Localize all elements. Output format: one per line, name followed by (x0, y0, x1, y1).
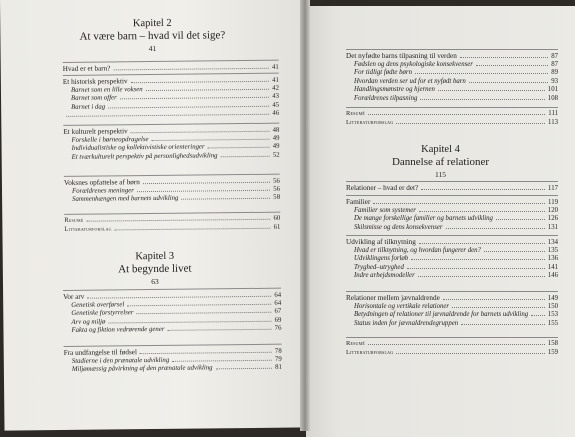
toc-leader-dots (407, 267, 545, 269)
toc-entry-label: Forskelle i børneopdragelse (71, 135, 149, 144)
toc-leader-dots (419, 210, 545, 212)
toc-entry-page: 52 (272, 151, 280, 159)
rp-top-rows (346, 52, 558, 104)
toc-entry-label: Handlingsmønstre og hjernen (354, 86, 435, 94)
toc-entry-label: Fødslen og dens psykologiske konsekvenser (354, 60, 473, 68)
chapter-2-heading (0, 16, 304, 55)
toc-leader-dots (108, 320, 271, 324)
toc-entry-label: Sammenhængen med barnets udvikling (72, 194, 179, 204)
toc-entry-page: 58 (273, 193, 281, 201)
toc-entry (346, 110, 558, 119)
section-rule (346, 235, 558, 236)
toc-entry (346, 119, 558, 128)
toc-entry (346, 349, 558, 358)
toc-entry-page: 117 (548, 185, 558, 192)
toc-entry-label: Horisontale og vertikale relationer (354, 302, 450, 310)
toc-entry (346, 184, 558, 193)
toc-entry (346, 215, 558, 224)
toc-leader-dots (368, 343, 545, 345)
chapter-3-subtitle: At begynde livet (118, 262, 192, 276)
book-gutter (300, 0, 310, 431)
toc-entry-page: 126 (547, 215, 558, 223)
toc-entry-label: For tidligt fødte børn (354, 69, 412, 77)
toc-entry-page: 42 (272, 84, 279, 92)
toc-entry-label: Et historisk perspektiv (62, 77, 128, 86)
toc-entry-page: 155 (547, 319, 558, 327)
toc-entry-label: Hvad er et barn? (62, 64, 111, 73)
toc-entry-page: 48 (272, 126, 280, 134)
toc-entry (346, 69, 558, 78)
toc-leader-dots (140, 351, 272, 354)
toc-entry-page: 101 (547, 86, 558, 94)
section-rule (346, 107, 558, 108)
toc-entry-label: Resumé (346, 110, 366, 117)
chapter-4-page: 115 (435, 169, 446, 179)
toc-entry (64, 194, 280, 205)
right-page (306, 6, 575, 437)
toc-leader-dots (113, 67, 269, 71)
toc-leader-dots (216, 367, 273, 370)
toc-leader-dots (496, 218, 545, 220)
toc-entry-label: Barnet som offer (71, 94, 117, 103)
toc-entry (346, 294, 558, 303)
toc-entry-page: 64 (274, 299, 282, 307)
toc-leader-dots (452, 306, 545, 308)
toc-entry-page: 120 (547, 206, 558, 214)
toc-entry-label: Voksnes opfattelse af børn (63, 178, 140, 187)
toc-entry-label: Hvad er tilknytning, og hvordan fungerer den? (354, 246, 481, 254)
toc-entry-page: 56 (273, 185, 281, 193)
toc-leader-dots (131, 80, 270, 83)
toc-entry-page: 131 (547, 223, 558, 231)
toc-entry (63, 325, 281, 336)
section-rule (346, 337, 558, 338)
toc-entry-page: 45 (272, 101, 280, 109)
toc-entry-label: Familier (346, 198, 371, 206)
toc-entry (346, 198, 558, 207)
toc-leader-dots (411, 258, 545, 260)
chapter-2-page: 41 (148, 43, 157, 53)
toc-entry (346, 61, 558, 70)
toc-leader-dots (373, 202, 545, 204)
toc-entry-label: Udviklingens forløb (354, 255, 409, 263)
toc-entry-label: Vor arv (63, 292, 85, 301)
toc-entry-label: Relationer – hvad er det? (346, 184, 419, 192)
toc-entry-label: Arv og miljø (71, 318, 106, 326)
toc-entry (346, 78, 558, 87)
section-rule (346, 291, 558, 292)
toc-entry-page: 135 (547, 246, 558, 254)
toc-entry (346, 255, 558, 264)
toc-leader-dots (131, 130, 270, 133)
ch2-sec-4 (64, 215, 280, 234)
ch3-sec-0 (63, 291, 281, 336)
ch2-sec-3 (64, 177, 280, 205)
toc-entry-page: 41 (272, 76, 279, 84)
toc-entry-page: 134 (547, 239, 558, 246)
toc-entry-page: 41 (271, 63, 279, 71)
toc-leader-dots (127, 302, 271, 306)
toc-entry-label: Genetiske forstyrrelser (71, 309, 134, 318)
toc-entry (346, 320, 558, 329)
toc-leader-dots (115, 226, 271, 230)
toc-entry-label: De mange forskellige familier og barnets udvikling (354, 215, 493, 223)
rp-top-resume (346, 110, 558, 127)
chapter-4-title: Kapitel 4 (421, 144, 460, 155)
toc-leader-dots (108, 105, 269, 109)
toc-leader-dots (368, 113, 545, 115)
toc-entry-page: 158 (547, 340, 558, 347)
toc-leader-dots (221, 155, 270, 158)
ch2-sec-2 (63, 126, 279, 163)
toc-entry-page: 153 (547, 311, 558, 319)
toc-entry-label: Forældrenes tilpasning (354, 94, 418, 102)
toc-entry-page: 141 (547, 263, 558, 271)
toc-entry-label: Litteraturforslag (346, 348, 394, 356)
toc-entry-label: Et tværkulturelt perspektiv på personlighedsudvikling (71, 152, 218, 161)
toc-leader-dots (415, 72, 548, 74)
toc-leader-dots (167, 328, 271, 331)
toc-entry-label: Genetisk overførsel (71, 300, 125, 309)
toc-leader-dots (443, 298, 545, 300)
toc-entry (64, 223, 280, 234)
toc-entry (346, 303, 558, 312)
toc-entry-label: Barnet i dag (71, 103, 106, 111)
toc-entry-label: Resumé (64, 216, 84, 224)
toc-leader-dots (86, 218, 270, 222)
toc-entry-label: Skilsmisse og dens konsekvenser (354, 223, 443, 231)
ch4-sec-3 (346, 294, 558, 328)
toc-leader-dots (146, 87, 269, 90)
toc-leader-dots (396, 352, 544, 354)
toc-entry-label: Tryghed–utryghed (354, 263, 404, 271)
toc-entry-page: 113 (548, 118, 558, 126)
chapter-4-heading (306, 144, 575, 179)
toc-entry-label: Det nyfødte barns tilpasning til verden (346, 52, 457, 60)
toc-entry-label: Individualistiske og kollektivistiske orienteringer (71, 143, 205, 153)
toc-entry-label: Indre arbejdsmodeller (354, 272, 415, 280)
chapter-2-subtitle: At være barn – hvad vil det sige? (79, 29, 226, 43)
toc-leader-dots (438, 89, 545, 91)
toc-entry (346, 264, 558, 273)
toc-entry-page: 56 (273, 177, 280, 185)
toc-leader-dots (419, 242, 545, 244)
toc-entry-page: 87 (551, 53, 558, 60)
section-rule (346, 181, 558, 182)
toc-entry (346, 52, 558, 61)
toc-entry-label: Litteraturforslag (346, 118, 394, 126)
toc-entry-page: 111 (548, 110, 558, 117)
toc-entry-label: Et kulturelt perspektiv (63, 127, 128, 136)
toc-entry-label: Resumé (346, 340, 366, 347)
toc-leader-dots (420, 98, 544, 100)
toc-leader-dots (461, 323, 545, 325)
toc-entry-page: 64 (274, 291, 282, 299)
toc-entry-page: 119 (548, 199, 558, 206)
toc-entry-label: Miljømæssig påvirkning af den prænatale udvikling (71, 364, 213, 374)
toc-entry-page: 78 (274, 347, 282, 355)
toc-leader-dots (476, 64, 548, 66)
toc-leader-dots (87, 295, 271, 299)
toc-leader-dots (120, 96, 270, 100)
ch4-sec-4 (346, 340, 558, 357)
toc-entry-page: 150 (547, 302, 558, 310)
toc-entry-page: 49 (272, 142, 280, 150)
toc-entry-page: 49 (272, 134, 280, 142)
toc-entry (346, 311, 558, 320)
toc-leader-dots (152, 137, 270, 140)
toc-entry (346, 340, 558, 349)
toc-entry-label: Fakta og fiktion vedrørende gener (71, 326, 165, 335)
ch2-sec-1 (63, 76, 279, 121)
ch4-sec-2 (346, 238, 558, 281)
section-rule (346, 195, 558, 196)
toc-entry (63, 110, 279, 121)
ch3-sec-1 (64, 347, 282, 375)
toc-entry-page: 87 (551, 60, 558, 68)
toc-entry-label: Hvordan verden ser ud for et nyfødt barn (354, 77, 466, 85)
toc-leader-dots (137, 311, 272, 314)
toc-entry (63, 63, 279, 74)
toc-leader-dots (469, 81, 548, 83)
toc-entry-page: 61 (273, 223, 281, 231)
toc-entry-label: Familier som systemer (354, 206, 416, 214)
toc-entry-page: 108 (547, 94, 558, 102)
chapter-3-page: 63 (151, 276, 159, 286)
toc-entry-label: Fra undfangelse til fødsel (63, 348, 138, 357)
toc-entry-page: 136 (547, 255, 558, 263)
toc-entry (64, 151, 280, 162)
ch4-sec-0 (346, 184, 558, 193)
toc-entry-page: 93 (551, 77, 558, 85)
toc-entry-label: Litteraturforslag (64, 225, 112, 233)
chapter-4-subtitle: Dannelse af relationer (391, 156, 490, 169)
ch2-sec-0-body (63, 63, 279, 74)
toc-entry-page: 149 (547, 295, 558, 302)
toc-leader-dots (446, 227, 545, 229)
chapter-3-title: Kapitel 3 (135, 250, 175, 263)
toc-entry-label: Udvikling af tilknytning (346, 238, 416, 246)
toc-entry-page: 159 (547, 348, 558, 356)
toc-leader-dots (66, 113, 269, 117)
toc-leader-dots (531, 314, 545, 316)
toc-entry (346, 238, 558, 247)
toc-entry-label: Stadierne i den prænatale udvikling (71, 356, 170, 365)
toc-entry-page: 69 (274, 316, 282, 324)
toc-leader-dots (460, 56, 548, 58)
toc-leader-dots (418, 275, 545, 277)
toc-entry (346, 224, 558, 233)
ch4-sec-1 (346, 198, 558, 232)
toc-entry (346, 247, 558, 256)
toc-entry-page: 76 (274, 325, 282, 333)
toc-leader-dots (172, 358, 272, 361)
toc-leader-dots (143, 181, 270, 184)
toc-entry-page: 43 (272, 92, 280, 100)
toc-leader-dots (396, 122, 545, 124)
toc-entry (346, 207, 558, 216)
toc-entry-label: Betydningen af relationer til jævnaldrende for barnets udvikling (354, 311, 529, 319)
toc-entry (346, 86, 558, 95)
toc-entry-page: 79 (274, 355, 282, 363)
toc-entry-label: Forældrenes meninger (71, 186, 134, 195)
chapter-2-title: Kapitel 2 (132, 17, 172, 30)
toc-leader-dots (208, 146, 270, 149)
section-rule (346, 49, 558, 50)
toc-entry (346, 95, 558, 104)
toc-leader-dots (484, 250, 545, 252)
toc-leader-dots (421, 188, 545, 190)
toc-entry-page: 89 (551, 69, 558, 77)
chapter-3-heading (3, 249, 307, 288)
toc-entry-label: Status inden for jævnaldrendegruppen (354, 319, 459, 327)
toc-entry (64, 364, 282, 375)
toc-entry-label: Relationer mellem jævnaldrende (346, 294, 440, 302)
toc-leader-dots (181, 197, 270, 200)
toc-entry-page: 60 (273, 214, 281, 222)
toc-entry-label: Barnet som en lille voksen (70, 85, 143, 94)
toc-entry-page: 67 (274, 307, 282, 315)
toc-entry-page: 81 (275, 363, 282, 371)
toc-entry-page: 46 (272, 110, 280, 118)
toc-entry-page: 146 (547, 272, 558, 280)
toc-leader-dots (137, 188, 270, 191)
toc-entry (346, 272, 558, 281)
